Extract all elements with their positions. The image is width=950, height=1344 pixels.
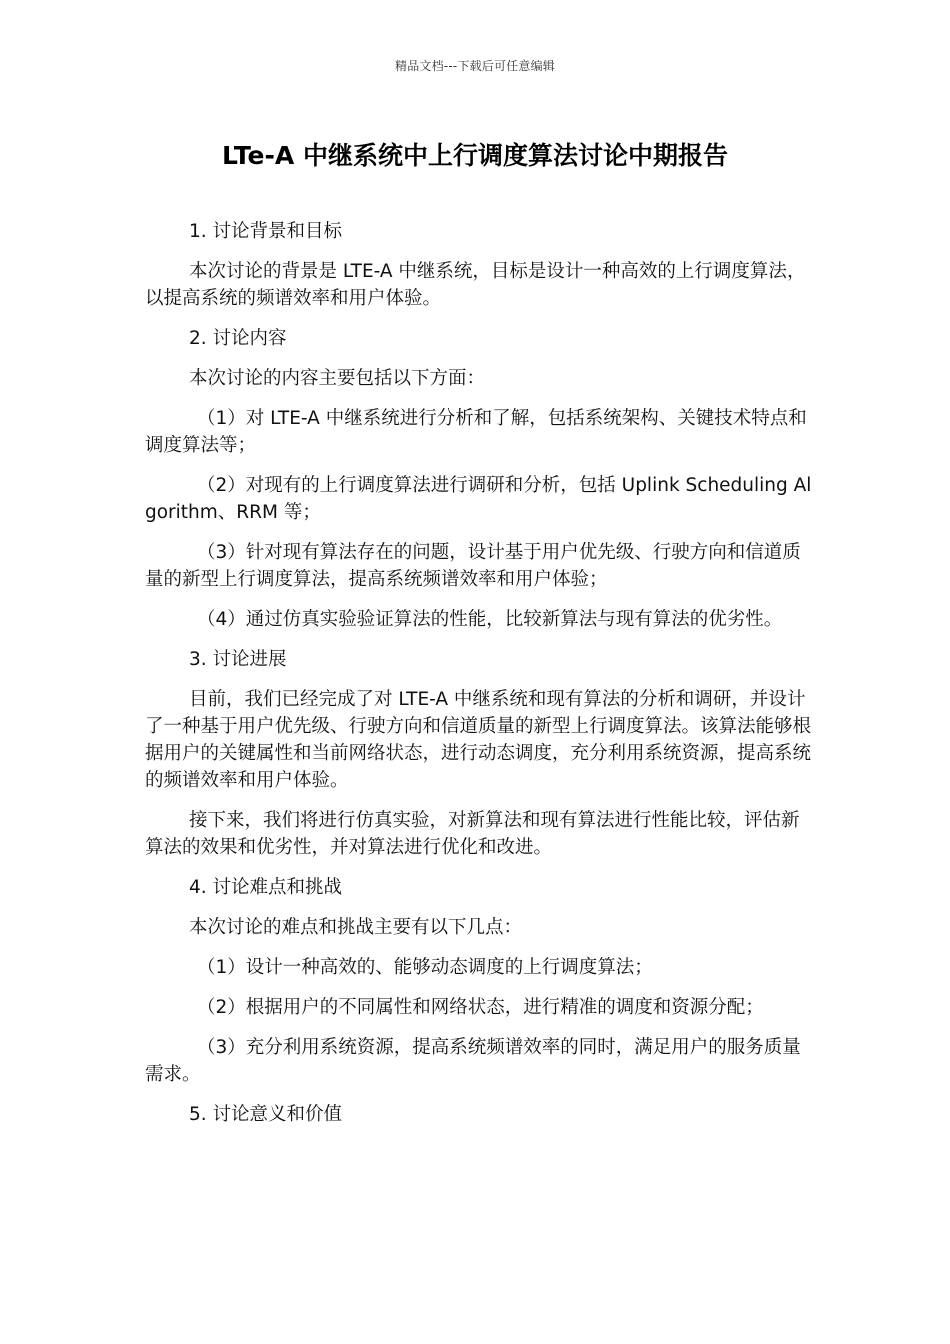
document-title: LTe-A 中继系统中上行调度算法讨论中期报告 [222, 141, 728, 170]
document-body [145, 218, 817, 1141]
challenge-item-2: （2）根据用户的不同属性和网络状态，进行精准的调度和资源分配； [197, 997, 764, 1018]
section-heading-progress: 3. 讨论进展 [189, 649, 287, 670]
content-item-4: （4）通过仿真实验验证算法的性能，比较新算法与现有算法的优劣性。 [197, 609, 783, 630]
section-heading-significance: 5. 讨论意义和价值 [189, 1104, 343, 1125]
paragraph-content-intro: 本次讨论的内容主要包括以下方面： [189, 368, 486, 389]
section-heading-content: 2. 讨论内容 [189, 328, 287, 349]
paragraph-next-steps: 接下来，我们将进行仿真实验，对新算法和现有算法进行性能比较，评估新算法的效果和优劣性，并对算法进行优化和改进。 [145, 810, 800, 858]
page-header: 精品文档---下载后可任意编辑 [395, 59, 555, 73]
paragraph-progress: 目前，我们已经完成了对 LTE-A 中继系统和现有算法的分析和调研，并设计了一种基于用户优先级、行驶方向和信道质量的新型上行调度算法。该算法能够根据用户的关键属性和当前网络状态，进行动态调度，充分利用系统资源，提高系统的频谱效率和用户体验。 [145, 689, 812, 791]
content-item-2: （2）对现有的上行调度算法进行调研和分析，包括 Uplink Scheduling Algorithm、RRM 等； [145, 475, 812, 523]
content-item-3: （3）针对现有算法存在的问题，设计基于用户优先级、行驶方向和信道质量的新型上行调度算法，提高系统频谱效率和用户体验； [145, 542, 801, 590]
section-heading-challenges: 4. 讨论难点和挑战 [189, 877, 343, 898]
challenge-item-3: （3）充分利用系统资源，提高系统频谱效率的同时，满足用户的服务质量需求。 [145, 1037, 801, 1085]
paragraph-background: 本次讨论的背景是 LTE-A 中继系统，目标是设计一种高效的上行调度算法，以提高系统的频谱效率和用户体验。 [145, 261, 806, 309]
paragraph-challenges-intro: 本次讨论的难点和挑战主要有以下几点： [189, 917, 523, 938]
content-item-1: （1）对 LTE-A 中继系统进行分析和了解，包括系统架构、关键技术特点和调度算法等； [145, 408, 807, 456]
section-heading-background: 1. 讨论背景和目标 [189, 221, 343, 242]
challenge-item-1: （1）设计一种高效的、能够动态调度的上行调度算法； [197, 957, 653, 978]
